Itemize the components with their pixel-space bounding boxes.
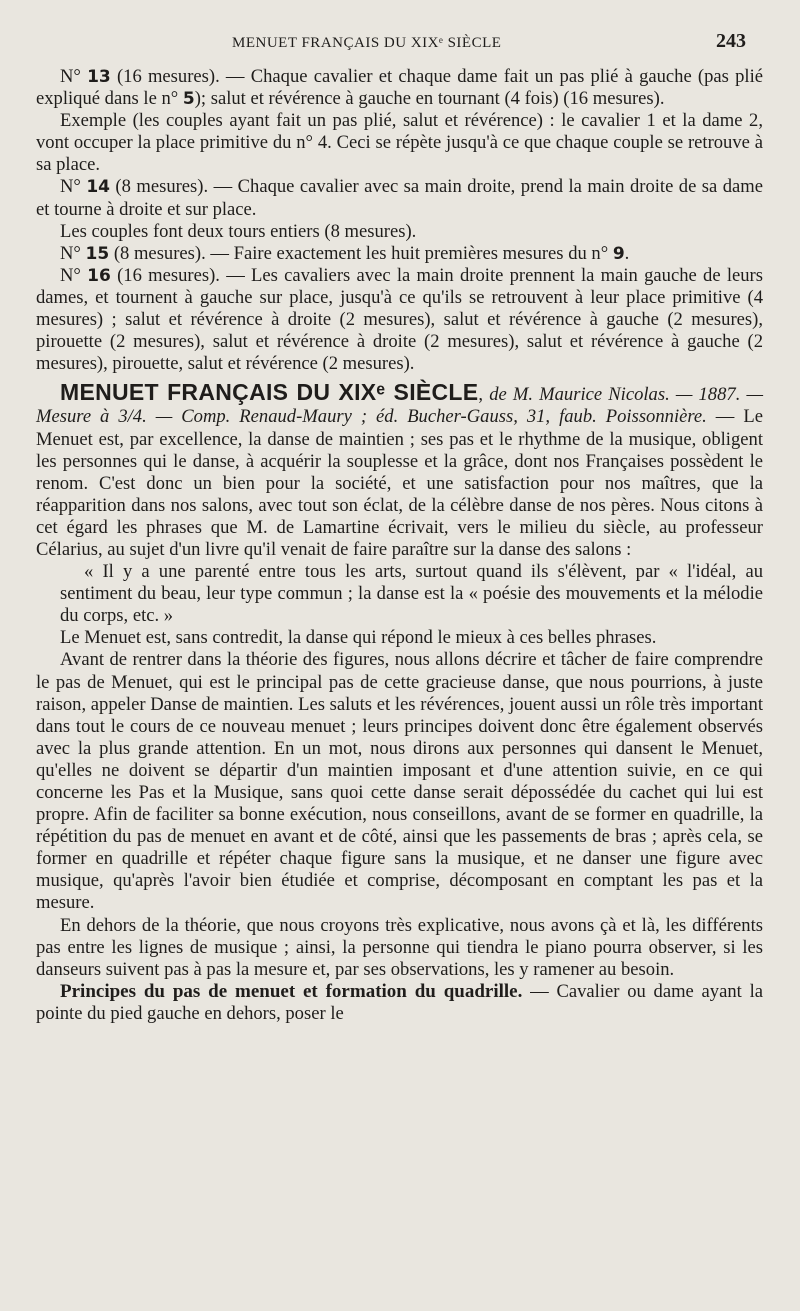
section-intro-text: — Le Menuet est, par excellence, la danse de maintien ; ses pas et le rhythme de la musique, obligent les personnes qui le danse, à acquérir la souplesse et la grâce, dont nos Françaises possèdent le renom. C'est donc un bien pour la société, et une satisfaction pour nos maîtres, que la réapparition dans nos salons, avec tout son éclat, de la célèbre danse de nos pères. Nous citons à cet égard les phrases que M. de Lamartine écrivait, vers le milieu du siècle, au professeur Célarius, au sujet d'un livre qu'il venait de faire paraître sur la danse des salons : (36, 406, 763, 560)
figure-tail: . (624, 242, 630, 264)
couples-paragraph: Les couples font deux tours entiers (8 mesures). (60, 220, 417, 242)
figure-14-paragraph (36, 176, 763, 220)
figure-text: (16 mesures). — Les cavaliers avec la main droite prennent la main gauche de leurs dames, et tournent à gauche sur place, jusqu'à ce qu'ils se retrouvent à leur place primitive (4 mesures) ; salut et révérence à droite (2 mesures), salut et révérence à gauche (2 mesures), pirouette (2 mesures), salut et révérence à droite (2 mesures), salut et révérence à gauche (2 mesures), pirouette, salut et révérence (2 mesures). (36, 264, 763, 375)
figure-lead: N° (60, 66, 88, 87)
figure-lead: N° (60, 264, 88, 286)
figure-13-paragraph (36, 66, 763, 110)
figure-ref: 5 (182, 89, 195, 110)
figure-16-paragraph (36, 265, 763, 375)
figure-number: 16 (87, 265, 111, 286)
principles-subhead: Principes du pas de menuet et formation du quadrille. (60, 980, 523, 1002)
figure-number: 13 (87, 67, 111, 87)
figure-lead: N° (60, 242, 86, 264)
figure-lead: N° (60, 176, 87, 198)
after-quote-paragraph: Le Menuet est, sans contredit, la danse qui répond le mieux à ces belles phrases. (60, 627, 657, 649)
figure-number: 15 (85, 243, 110, 264)
section-intro: MENUET FRANÇAIS DU XIXᵉ SIÈCLE, de M. Maurice Nicolas. — 1887. — Mesure à 3/4. — Comp. Renaud-Maury ; éd. Bucher-Gauss, 31, faub. Poissonnière. — Le Menuet est, par excellence, la danse de maintien ; ses pas et le rhythme de la musique, obligent les personnes qui le danse, à acquérir la souplesse et la grâce, dont nos Françaises possèdent le renom. C'est donc un bien pour la société, et une satisfaction pour nos maîtres, que la réapparition dans nos salons, avec tout son éclat, de la célèbre danse de nos pères. Nous citons à cet égard les phrases que M. de Lamartine écrivait, vers le milieu du siècle, au professeur Célarius, au sujet d'un livre qu'il venait de faire paraître sur la danse des salons : (36, 379, 764, 560)
figure-tail: ); salut et révérence à gauche en tournant (4 fois) (16 mesures). (194, 88, 665, 110)
figure-15-paragraph (36, 243, 763, 265)
section-title: MENUET FRANÇAIS DU XIXᵉ SIÈCLE (60, 379, 479, 406)
figure-text: (8 mesures). — Faire exactement les huit premières mesures du n° (109, 242, 613, 264)
lamartine-quote: « Il y a une parenté entre tous les arts, surtout quand ils s'élèvent, par « l'idéal, au sentiment du beau, leur type commun ; la danse est la « poésie des mouvements et la mélodie du corps, etc. » (60, 561, 763, 627)
section-credit: de M. Maurice Nicolas. — 1887. — Mesure à 3/4. — Comp. Renaud-Maury ; éd. Bucher-Gauss, 31, faub. Poissonnière. (36, 384, 764, 428)
piano-paragraph: En dehors de la théorie, que nous croyons très explicative, nous avons çà et là, les différents pas entre les lignes de musique ; ainsi, la personne qui tiendra le piano pourra observer, si les danseurs suivent pas à pas la mesure et, par ses observations, les y ramener au besoin. (36, 914, 763, 980)
figure-text: (16 mesures). — Chaque cavalier et chaque dame fait un pas plié à gauche (pas plié expliqué dans le n° (36, 66, 763, 110)
principles-text: — Cavalier ou dame ayant la pointe du pied gauche en dehors, poser le (36, 980, 763, 1024)
figure-number: 14 (86, 177, 110, 198)
running-title: MENUET FRANÇAIS DU XIXᵉ SIÈCLE (232, 35, 502, 51)
page-body (36, 66, 763, 1025)
page-header (0, 32, 800, 56)
theory-paragraph: Avant de rentrer dans la théorie des figures, nous allons décrire et tâcher de faire comprendre le pas de Menuet, qui est le principal pas de cette gracieuse danse, que nous pourrions, à juste raison, appeler Danse de maintien. Les saluts et les révérences, jouent aussi un rôle très important dans tout le cours de ce nouveau menuet ; leurs principes doivent donc être également observés avec la plus grande attention. En un mot, nous dirons aux personnes qui dansent le Menuet, qu'elles ne doivent se départir d'un maintien imposant et d'une attention suivie, en ce qui concerne les Pas et la Musique, sans quoi cette danse serait dépossédée du cachet qui lui est propre. Afin de faciliter sa bonne exécution, nous conseillons, avant de se former en quadrille, la répétition du pas de menuet en avant et de côté, ainsi que les passements de bras ; après cela, se former en quadrille et répéter chaque figure sans la musique, et ne danser une figure avec musique, qu'après l'avoir bien étudiée et comprise, décomposant en comptant les pas et la mesure. (36, 649, 763, 914)
figure-ref: 9 (612, 243, 625, 264)
example-paragraph: Exemple (les couples ayant fait un pas plié, salut et révérence) : le cavalier 1 et la dame 2, vont occuper la place primitive du n° 4. Ceci se répète jusqu'à ce que chaque couple se retrouve à sa place. (36, 110, 763, 176)
page-number: 243 (716, 30, 746, 52)
principles-paragraph (36, 981, 763, 1025)
figure-text: (8 mesures). — Chaque cavalier avec sa main droite, prend la main droite de sa dame et tourne à droite et sur place. (36, 176, 763, 220)
